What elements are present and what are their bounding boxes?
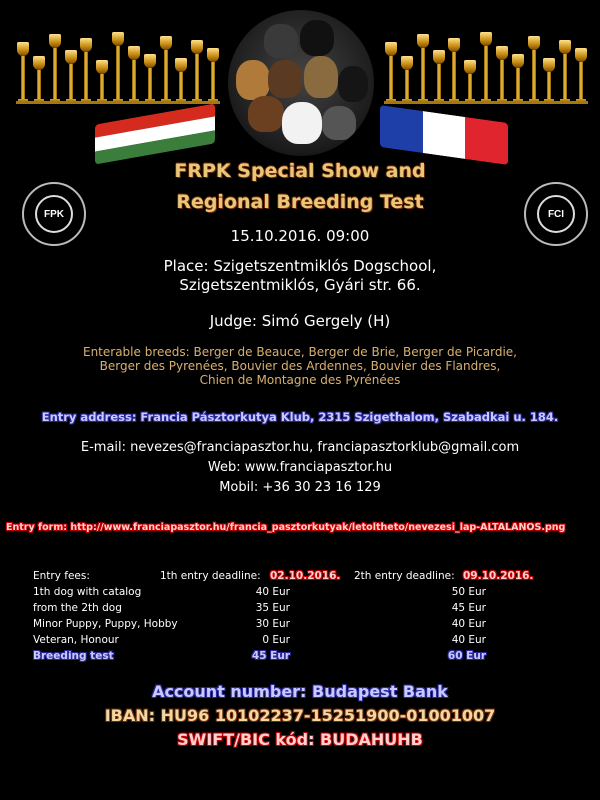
table-row [0, 618, 600, 634]
table-row [0, 586, 600, 602]
trophy-icon [79, 30, 93, 104]
flag-stripe [465, 117, 508, 165]
flag-stripe [380, 105, 423, 153]
trophy-shelf [384, 101, 588, 104]
trophy-icon [495, 30, 509, 104]
deadline1-label: 1th entry deadline: [160, 570, 261, 582]
fees-label: Entry fees: [33, 570, 90, 582]
trophy-icon [447, 30, 461, 104]
deadline2-label: 2th entry deadline: [354, 570, 455, 582]
place-line1: Place: Szigetszentmiklós Dogschool, [163, 257, 437, 275]
fci-emblem-label: FCI [537, 195, 575, 233]
dog-head-image [236, 60, 270, 100]
dog-head-image [300, 20, 334, 56]
trophy-icon [127, 30, 141, 104]
trophy-icon [143, 30, 157, 104]
dog-head-image [264, 24, 298, 58]
trophy-icon [206, 30, 220, 104]
breeds-line3: Chien de Montagne des Pyrénées [199, 373, 401, 387]
trophy-icon [384, 30, 398, 104]
trophies-banner-right [384, 30, 588, 104]
dog-head-image [304, 56, 338, 98]
fee-deadline1: 35 Eur [255, 602, 290, 614]
fee-deadline2: 60 Eur [447, 650, 486, 662]
club-emblem-label: FPK [35, 195, 73, 233]
event-title-line2: Regional Breeding Test [176, 191, 424, 213]
fee-category: Breeding test [33, 650, 114, 662]
entry-address: Entry address: Francia Pásztorkutya Klub, 2315 Szigethalom, Szabadkai u. 184. [41, 410, 559, 424]
trophy-icon [416, 30, 430, 104]
contact-web: Web: www.franciapasztor.hu [207, 460, 393, 475]
place-line2: Szigetszentmiklós, Gyári str. 66. [179, 276, 421, 294]
trophy-icon [479, 30, 493, 104]
dog-head-image [282, 102, 322, 144]
fee-deadline2: 45 Eur [451, 602, 486, 614]
deadline2-date: 09.10.2016. [463, 570, 534, 582]
trophy-icon [48, 30, 62, 104]
dog-head-image [338, 66, 368, 102]
breeds-line2: Berger des Pyrenées, Bouvier des Ardennes, Bouvier des Flandres, [99, 359, 501, 373]
fee-deadline1: 40 Eur [255, 586, 290, 598]
judge-name: Judge: Simó Gergely (H) [209, 312, 391, 330]
fee-category: Minor Puppy, Puppy, Hobby [33, 618, 178, 630]
hungarian-flag-image [95, 103, 215, 164]
trophy-icon [558, 30, 572, 104]
trophy-icon [511, 30, 525, 104]
trophy-icon [542, 30, 556, 104]
trophy-icon [16, 30, 30, 104]
contact-mobil: Mobil: +36 30 23 16 129 [219, 480, 381, 495]
table-row [0, 602, 600, 618]
trophy-shelf [16, 101, 220, 104]
trophy-icon [432, 30, 446, 104]
dog-head-image [248, 96, 284, 132]
contact-email: E-mail: nevezes@franciapasztor.hu, franciapasztorklub@gmail.com [80, 440, 520, 455]
trophy-icon [159, 30, 173, 104]
trophy-icon [527, 30, 541, 104]
dogs-medallion-image [228, 10, 374, 156]
trophy-icon [574, 30, 588, 104]
trophies-banner-left [16, 30, 220, 104]
event-datetime: 15.10.2016. 09:00 [230, 227, 370, 245]
table-row [0, 650, 600, 666]
account-number: Account number: Budapest Bank [152, 682, 448, 701]
trophy-icon [95, 30, 109, 104]
french-flag-image [380, 105, 508, 165]
flag-stripe [423, 111, 466, 159]
trophy-icon [32, 30, 46, 104]
trophy-icon [111, 30, 125, 104]
fee-deadline1: 0 Eur [262, 634, 290, 646]
fee-deadline2: 50 Eur [451, 586, 486, 598]
trophy-icon [190, 30, 204, 104]
event-title-line1: FRPK Special Show and [174, 160, 426, 182]
fee-deadline1: 30 Eur [255, 618, 290, 630]
trophy-icon [400, 30, 414, 104]
trophy-icon [64, 30, 78, 104]
fee-deadline2: 40 Eur [451, 634, 486, 646]
entry-form-link[interactable]: Entry form: http://www.franciapasztor.hu/francia_pasztorkutyak/letoltheto/nevezesi_lap-ALTALANOS.png [6, 522, 566, 533]
table-row [0, 634, 600, 650]
breeds-line1: Enterable breeds: Berger de Beauce, Berger de Brie, Berger de Picardie, [82, 345, 517, 359]
deadline1-date: 02.10.2016. [270, 570, 341, 582]
fee-category: 1th dog with catalog [33, 586, 142, 598]
fee-deadline2: 40 Eur [451, 618, 486, 630]
fee-category: Veteran, Honour [33, 634, 119, 646]
swift-bic: SWIFT/BIC kód: BUDAHUHB [177, 730, 423, 749]
trophy-icon [174, 30, 188, 104]
dog-head-image [322, 106, 356, 140]
fee-deadline1: 45 Eur [251, 650, 290, 662]
fees-header-row [0, 570, 600, 586]
iban: IBAN: HU96 10102237-15251900-01001007 [104, 706, 496, 725]
fee-category: from the 2th dog [33, 602, 122, 614]
trophy-icon [463, 30, 477, 104]
dog-head-image [268, 60, 302, 98]
